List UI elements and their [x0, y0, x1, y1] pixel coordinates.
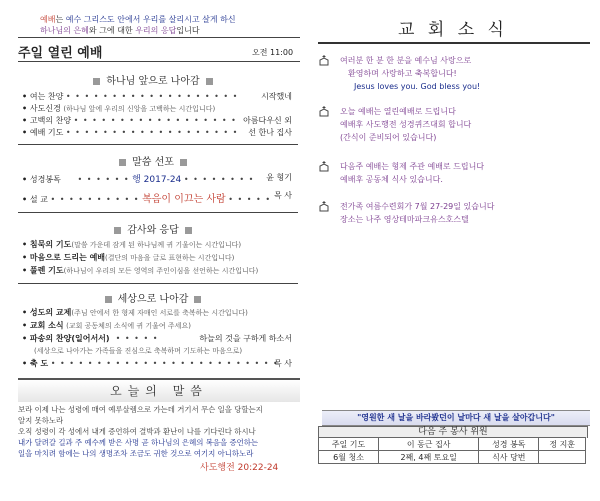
news-line: Jesus loves you. God bless you! [354, 82, 481, 91]
news-item [318, 105, 588, 149]
order-prayer: • 예배 기도 • • • • • • • • • • • • • • • • • • • 선 한나 집사 [22, 128, 292, 137]
table-cell [539, 451, 586, 464]
news-line: 예배후 공동체 식사 있습니다. [340, 175, 443, 184]
order-label: 축 도 [29, 359, 49, 368]
order-right: 선 한나 집사 [248, 128, 292, 137]
section-approach [18, 72, 288, 87]
news-item [318, 200, 588, 232]
table-cell: 2째, 4째 토요일 [379, 451, 479, 464]
intro-line-2 [40, 25, 200, 36]
order-creed: • 사도신경 (하나님 앞에 우리의 신앙을 고백하는 시간입니다) [22, 104, 216, 113]
order-right: 윤 형기 [266, 173, 292, 182]
intro-text: 안에서 우리를 살리시고 살게 하신 [114, 15, 236, 24]
news-title: 교 회 소 식 [398, 20, 508, 40]
verse-line: 오직 성령이 각 성에서 내게 증언하여 결박과 환난이 나를 기다린다 하시나 [18, 427, 256, 436]
order-sending: • 파송의 찬양(일어서서) • • • • • 하늘의 것을 구하게 하소서 [22, 334, 292, 343]
section-title: 감사와 응답 [127, 225, 179, 236]
table-cell: 식사 당번 [479, 451, 539, 464]
intro-line-1 [40, 14, 236, 25]
order-silent-prayer: • 침묵의 기도(말씀 가운데 잠게 된 하나님께 귀 기울이는 시간입니다) [22, 240, 242, 249]
divider [18, 283, 298, 284]
order-note: (결단의 마음을 글로 표현하는 시간입니다) [105, 254, 235, 262]
order-blessing: • 축 도 • • • • • • • • • • • • • • • • • • • • • • • • • 목 사 [22, 359, 292, 368]
order-label: 파송의 찬양(일어서서) [29, 334, 110, 343]
intro-jesus: 예수 그리스도 [65, 15, 115, 24]
table-row [319, 438, 586, 451]
church-icon [318, 54, 330, 66]
intro-text: 와 그에 대한 [88, 26, 136, 35]
intro-worship: 예배 [40, 15, 56, 24]
serve-table [318, 437, 586, 464]
news-text [340, 54, 480, 93]
order-label: 마음으로 드리는 예배 [29, 253, 106, 262]
serve-title: 다음 주 봉사 위원 [318, 426, 588, 438]
motto-text: "영원한 새 날을 바라봤던이 날마다 새 날을 살아갑니다" [357, 413, 555, 422]
service-title: 주일 열린 예배 [18, 46, 103, 61]
news-item [318, 160, 588, 192]
word-title: 오늘의 말씀 [110, 384, 208, 398]
order-note: (말씀 가운데 잠게 된 하나님께 귀 기울이는 시간입니다) [71, 241, 242, 249]
order-hymn: • 여는 찬양 • • • • • • • • • • • • • • • • • • • 시작했네 [22, 92, 292, 101]
news-item [318, 54, 588, 98]
news-text [340, 200, 494, 226]
order-reading: • 성경봉독 • • • • • • 행 2017-24 • • • • • • • • 윤 형기 [22, 173, 292, 185]
word-body [18, 404, 303, 459]
divider [318, 42, 590, 44]
section-thanks [18, 221, 288, 236]
order-label: 예배 기도 [29, 128, 64, 137]
section-title: 말씀 선포 [132, 157, 174, 168]
news-text [340, 160, 484, 186]
order-offering: • 마음으로 드리는 예배(결단의 마음을 글로 표현하는 시간입니다) [22, 253, 235, 262]
scripture-ref: 행 2017-24 [132, 175, 182, 185]
verse-line: 보라 이제 나는 성령에 매여 예루살렘으로 가는데 거기서 무슨 일을 당할는지 [18, 405, 263, 414]
divider [18, 144, 298, 145]
news-line: 다음주 예배는 형제 주관 예배로 드립니다 [340, 162, 485, 171]
table-cell: 정 지훈 [539, 438, 586, 451]
order-right: 아름다우신 외 [243, 116, 292, 125]
news-line: 전가족 여름수련회가 7월 27-29일 있습니다 [340, 202, 495, 211]
intro-response: 우리의 응답 [135, 26, 177, 35]
order-label: 여는 찬양 [29, 92, 64, 101]
table-cell: 이 동근 집사 [379, 438, 479, 451]
intro-text: 는 [55, 15, 66, 24]
news-line: 장소는 나주 영상테마파크유스호스텔 [340, 215, 469, 224]
order-intercession: • 풀렌 기도(하나님이 우리의 모든 영역의 주인이심을 선언하는 시간입니다) [22, 266, 259, 275]
order-note: (주님 안에서 한 형제 자매인 서로를 축복하는 시간입니다) [71, 309, 248, 317]
news-line: 여러분 한 분 한 분을 예수님 사랑으로 [340, 56, 472, 65]
verse-line: 내가 달려갈 길과 주 예수께 받은 사명 곧 하나님의 은혜의 복음을 증언하는 [18, 438, 259, 447]
table-cell: 성경 봉독 [479, 438, 539, 451]
news-line: 오늘 예배는 열린예배로 드립니다 [340, 107, 456, 116]
church-icon [318, 200, 330, 212]
news-line: (간식이 준비되어 있습니다) [340, 133, 437, 142]
order-label: 성도의 교제 [29, 308, 72, 317]
news-line: 예배후 사도행전 성경퀴즈대회 합니다 [340, 120, 472, 129]
order-label: 고백의 찬양 [29, 116, 72, 125]
section-title: 세상으로 나아감 [117, 294, 189, 305]
section-world [18, 290, 288, 305]
verse-line: 일을 마치려 함에는 나의 생명조차 조금도 귀한 것으로 여기지 아니하노라 [18, 449, 254, 458]
divider [18, 61, 300, 62]
order-sermon: • 설 교 • • • • • • • • • • 복음이 이끄는 사람 • • • • • 목 사 [22, 191, 292, 205]
verse-reference: 사도행전 20:22-24 [200, 463, 279, 473]
intro-text: 입니다 [176, 26, 200, 35]
section-proclaim [18, 153, 288, 168]
service-time: 오전 11:00 [252, 48, 294, 57]
table-cell: 주일 기도 [319, 438, 379, 451]
order-label: 성경봉독 [29, 175, 61, 184]
news-text [340, 105, 471, 144]
order-note: (교회 공동체의 소식에 귀 기울여 주세요) [66, 322, 191, 330]
sermon-title: 복음이 이끄는 사람 [142, 194, 226, 205]
section-title: 하나님 앞으로 나아감 [106, 76, 200, 87]
order-news: • 교회 소식 (교회 공동체의 소식에 귀 기울여 주세요) [22, 321, 191, 330]
intro-grace: 하나님의 은혜 [40, 26, 89, 35]
order-confession: • 고백의 찬양 • • • • • • • • • • • • • • • • • • 아름다우신 외 [22, 116, 292, 125]
order-label: 설 교 [29, 195, 48, 204]
order-label: 풀렌 기도 [29, 266, 64, 275]
divider [18, 37, 300, 38]
order-right: 목 사 [274, 359, 292, 368]
order-fellowship: • 성도의 교제(주님 안에서 한 형제 자매인 서로를 축복하는 시간입니다) [22, 308, 248, 317]
order-label: 침묵의 기도 [29, 240, 72, 249]
verse-line: 알지 못하노라 [18, 416, 64, 425]
table-cell: 6월 청소 [319, 451, 379, 464]
church-icon [318, 105, 330, 117]
order-label: 교회 소식 [29, 321, 64, 330]
order-right: 시작했네 [261, 92, 292, 101]
order-note: (하나님이 우리의 모든 영역의 주인이심을 선언하는 시간입니다) [63, 267, 259, 275]
table-row [319, 451, 586, 464]
sending-note: (세상으로 나아가는 가족들을 진심으로 축복하며 기도하는 마음으로) [34, 347, 243, 355]
divider [18, 212, 298, 213]
order-right: 목 사 [274, 191, 292, 200]
church-icon [318, 160, 330, 172]
order-note: (하나님 앞에 우리의 신앙을 고백하는 시간입니다) [63, 105, 216, 113]
news-line: 환영하며 사랑하고 축복합니다! [348, 69, 457, 78]
order-right: 하늘의 것을 구하게 하소서 [199, 334, 292, 343]
order-label: 사도신경 [29, 104, 61, 113]
